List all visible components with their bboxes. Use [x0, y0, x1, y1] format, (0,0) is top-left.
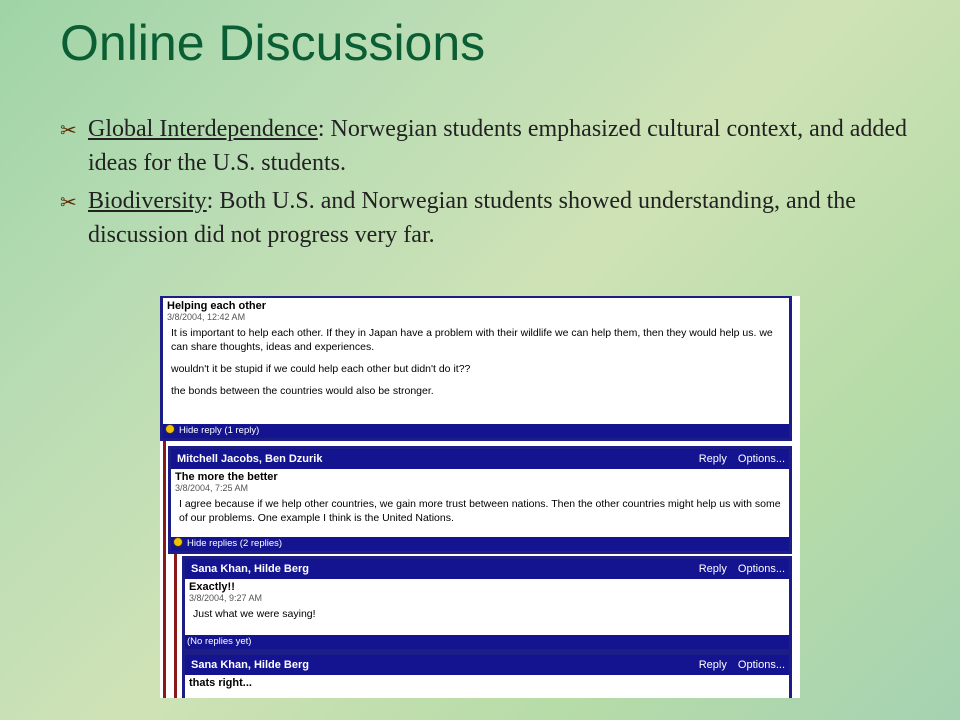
post-authors: Mitchell Jacobs, Ben Dzurik [177, 453, 323, 465]
post-subject: Exactly!! [189, 581, 235, 593]
reply-button[interactable]: Reply [698, 563, 727, 575]
hide-reply-label: Hide reply (1 reply) [179, 425, 260, 436]
collapse-icon [165, 424, 175, 434]
post-helping-each-other [160, 296, 792, 441]
post-subject: thats right... [189, 677, 252, 689]
scissors-bullet-icon: ✂ [60, 192, 77, 214]
no-replies-status [185, 635, 789, 649]
bullet-text: : Norwegian students emphasized cultural context, and added ideas for the U.S. students. [88, 116, 908, 176]
post-exactly [182, 556, 792, 652]
post-date: 3/8/2004, 9:27 AM [189, 593, 263, 603]
bullet-text: : Both U.S. and Norwegian students showed understanding, and the discussion did not progress very far. [88, 188, 856, 248]
slide-title: Online Discussions [60, 15, 486, 71]
post-body [171, 497, 789, 525]
bullet-term: Biodiversity [88, 188, 207, 214]
bullet-list [60, 112, 940, 256]
options-button[interactable]: Options... [737, 659, 785, 671]
post-actions [691, 559, 785, 579]
thread-line [174, 544, 177, 698]
no-replies-label: (No replies yet) [187, 636, 252, 647]
reply-button[interactable]: Reply [698, 659, 727, 671]
post-paragraph: I agree because if we help other countries, we gain more trust between nations. Then the other countries might help us with some of our problems. One example I think is the United Nations. [179, 498, 781, 524]
bullet-item [60, 184, 940, 252]
post-date: 3/8/2004, 12:42 AM [167, 312, 246, 322]
post-date: 3/8/2004, 7:25 AM [175, 483, 249, 493]
post-body [185, 607, 789, 621]
post-subject: The more the better [175, 471, 278, 483]
discussion-screenshot [160, 296, 800, 698]
post-paragraph: the bonds between the countries would also be stronger. [171, 385, 434, 397]
reply-button[interactable]: Reply [698, 453, 727, 465]
bullet-item [60, 112, 940, 180]
post-body [163, 326, 789, 398]
collapse-icon [173, 537, 183, 547]
post-header [185, 559, 789, 579]
post-paragraph: wouldn't it be stupid if we could help each other but didn't do it?? [171, 363, 471, 375]
post-header [171, 449, 789, 469]
options-button[interactable]: Options... [737, 563, 785, 575]
thread-line [163, 436, 166, 698]
options-button[interactable]: Options... [737, 453, 785, 465]
hide-replies-toggle[interactable] [171, 537, 789, 551]
hide-reply-toggle[interactable] [163, 424, 789, 438]
post-subject: Helping each other [167, 300, 267, 312]
post-thats-right [182, 652, 792, 698]
post-actions [691, 449, 785, 469]
post-actions [691, 655, 785, 675]
post-header [185, 655, 789, 675]
post-authors: Sana Khan, Hilde Berg [191, 659, 309, 671]
post-paragraph: Just what we were saying! [193, 608, 316, 620]
post-the-more-the-better [168, 446, 792, 554]
post-authors: Sana Khan, Hilde Berg [191, 563, 309, 575]
hide-replies-label: Hide replies (2 replies) [187, 538, 283, 549]
bullet-term: Global Interdependence [88, 116, 318, 142]
scissors-bullet-icon: ✂ [60, 120, 77, 142]
post-paragraph: It is important to help each other. If they in Japan have a problem with their wildlife we can help them, then they would help us. we can share thoughts, ideas and experiences. [171, 327, 773, 353]
